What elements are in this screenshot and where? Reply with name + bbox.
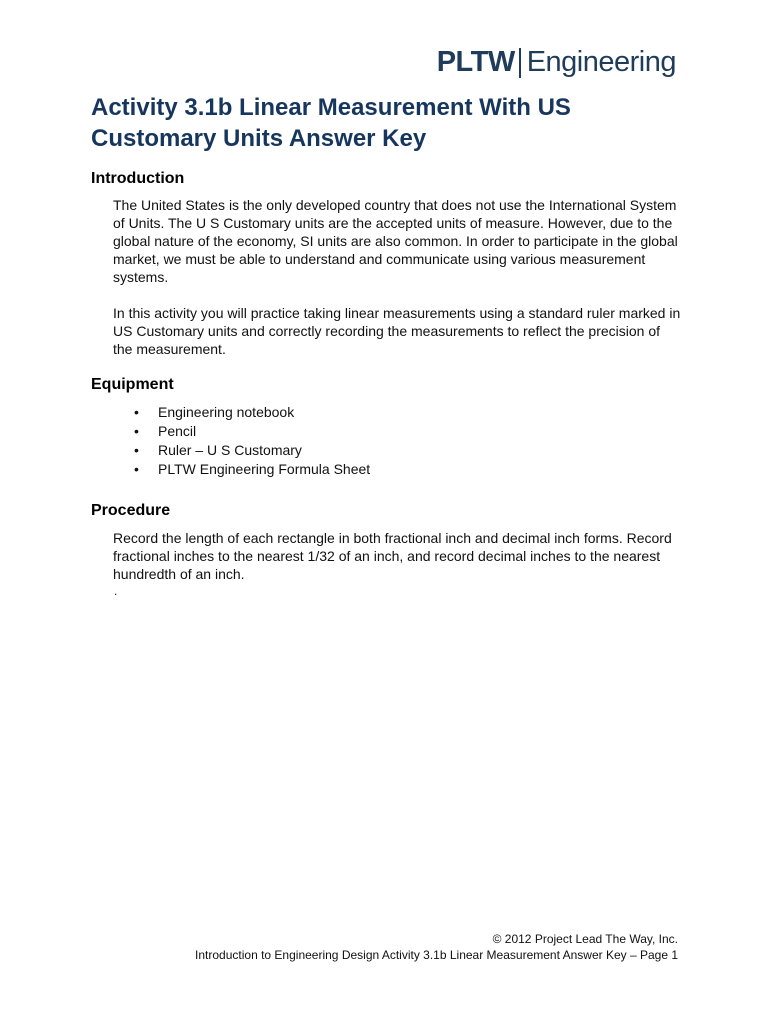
bullet-icon: • xyxy=(134,423,139,439)
pltw-engineering-logo xyxy=(437,46,676,79)
equipment-list xyxy=(113,403,370,479)
procedure-paragraph: Record the length of each rectangle in both fractional inch and decimal inch forms. Record fractional inches to the nearest 1/32 of an inch, and record decimal inches to the nearest hundredth of an inch. xyxy=(113,530,672,582)
logo-mark: PLTW xyxy=(436,46,515,78)
introduction-paragraph-2: In this activity you will practice taking linear measurements using a standard ruler marked in US Customary units and correctly recording the measurements to reflect the precision of the measurement. xyxy=(113,305,681,357)
introduction-paragraph-1: The United States is the only developed country that does not use the International System of Units. The U S Customary units are the accepted units of measure. However, due to the global nature of the economy, SI units are also common. In order to participate in the global market, we must be able to understand and communicate using various measurement systems. xyxy=(113,197,678,285)
document-title: Activity 3.1b Linear Measurement With US Customary Units Answer Key xyxy=(91,94,571,152)
procedure-heading: Procedure xyxy=(91,502,171,519)
logo-subtitle: Engineering xyxy=(526,46,676,78)
procedure-trailing-mark: . xyxy=(114,584,118,598)
list-item xyxy=(113,422,370,441)
footer-copyright: © 2012 Project Lead The Way, Inc. xyxy=(492,932,678,946)
bullet-icon: • xyxy=(134,442,139,458)
bullet-icon: • xyxy=(134,461,139,477)
list-item xyxy=(113,441,370,460)
list-item xyxy=(113,403,370,422)
equipment-item-label: Engineering notebook xyxy=(158,404,295,420)
list-item xyxy=(113,460,370,479)
equipment-item-label: PLTW Engineering Formula Sheet xyxy=(158,461,371,477)
logo-divider xyxy=(519,48,521,78)
footer-course-line: Introduction to Engineering Design Activity 3.1b Linear Measurement Answer Key – Page 1 xyxy=(195,948,678,962)
introduction-heading: Introduction xyxy=(91,170,185,187)
equipment-item-label: Pencil xyxy=(158,423,197,439)
bullet-icon: • xyxy=(134,404,139,420)
equipment-heading: Equipment xyxy=(91,376,174,393)
equipment-item-label: Ruler – U S Customary xyxy=(158,442,302,458)
